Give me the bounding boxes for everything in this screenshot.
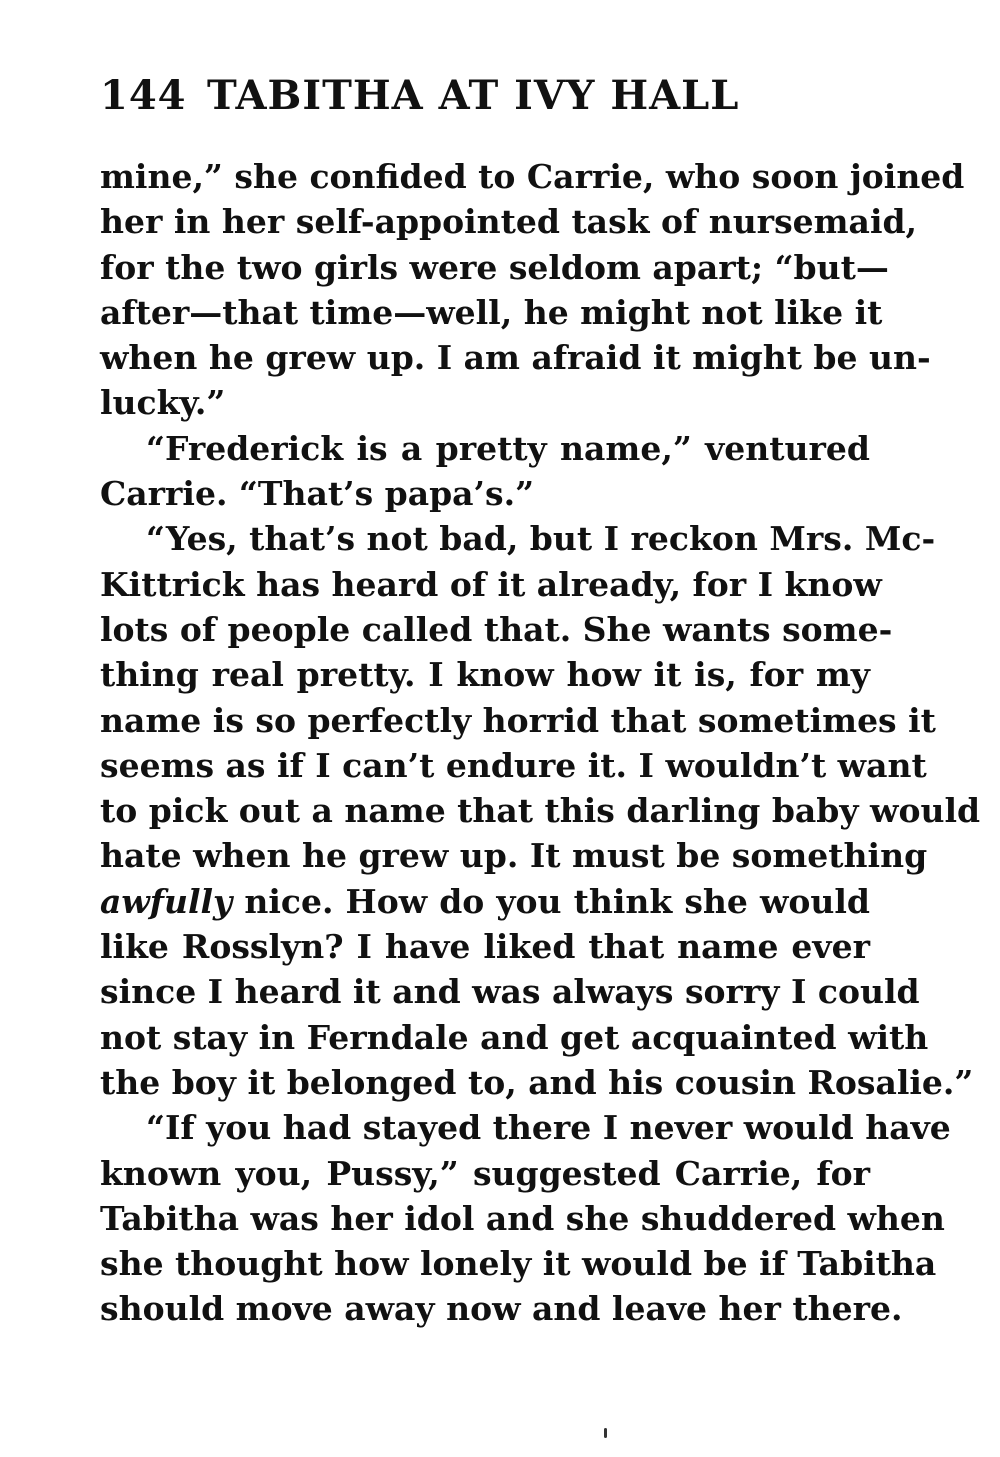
text-line: not stay in Ferndale and get acquainted with (100, 1017, 929, 1057)
text-line: “Yes, that’s not bad, but I reckon Mrs. Mc- (146, 519, 936, 559)
text-line: lucky.” (100, 383, 226, 423)
text-line: seems as if I can’t endure it. I wouldn’t want (100, 745, 927, 785)
text-line: since I heard it and was always sorry I could (100, 972, 920, 1012)
text-line: should move away now and leave her there. (100, 1289, 903, 1329)
text-line-with-emphasis (100, 879, 870, 924)
text-line: for the two girls were seldom apart; “but— (100, 247, 889, 287)
text-line: hate when he grew up. It must be something (100, 836, 928, 876)
text-line: “If you had stayed there I never would have (146, 1108, 951, 1148)
text-line: when he grew up. I am afraid it might be un- (100, 338, 931, 378)
page-number: 144 (100, 72, 187, 119)
text-line: like Rosslyn? I have liked that name ever (100, 927, 870, 967)
running-head (100, 66, 880, 126)
text-line: Carrie. “That’s papa’s.” (100, 474, 535, 514)
text-line: her in her self-appointed task of nursemaid, (100, 202, 918, 242)
text-line: thing real pretty. I know how it is, for my (100, 655, 870, 695)
text-line: Tabitha was her idol and she shuddered when (100, 1198, 945, 1238)
print-speck (604, 1428, 607, 1438)
running-title: TABITHA AT IVY HALL (206, 72, 740, 119)
text-line: known you, Pussy,” suggested Carrie, for (100, 1153, 870, 1193)
text-line: lots of people called that. She wants some- (100, 609, 893, 649)
text-line: name is so perfectly horrid that sometimes it (100, 700, 936, 740)
emphasized-word: awfully (100, 881, 233, 921)
text-line: after—that time—well, he might not like it (100, 292, 883, 332)
text-line-remainder: nice. How do you think she would (244, 881, 870, 921)
text-line: she thought how lonely it would be if Tabitha (100, 1244, 937, 1284)
text-line: mine,” she confided to Carrie, who soon joined (100, 157, 965, 196)
body-text (100, 154, 981, 1332)
text-line: the boy it belonged to, and his cousin Rosalie.” (100, 1062, 974, 1102)
text-line: “Frederick is a pretty name,” ventured (146, 428, 870, 468)
text-line: Kittrick has heard of it already, for I know (100, 564, 882, 604)
text-line: to pick out a name that this darling baby would (100, 791, 981, 831)
